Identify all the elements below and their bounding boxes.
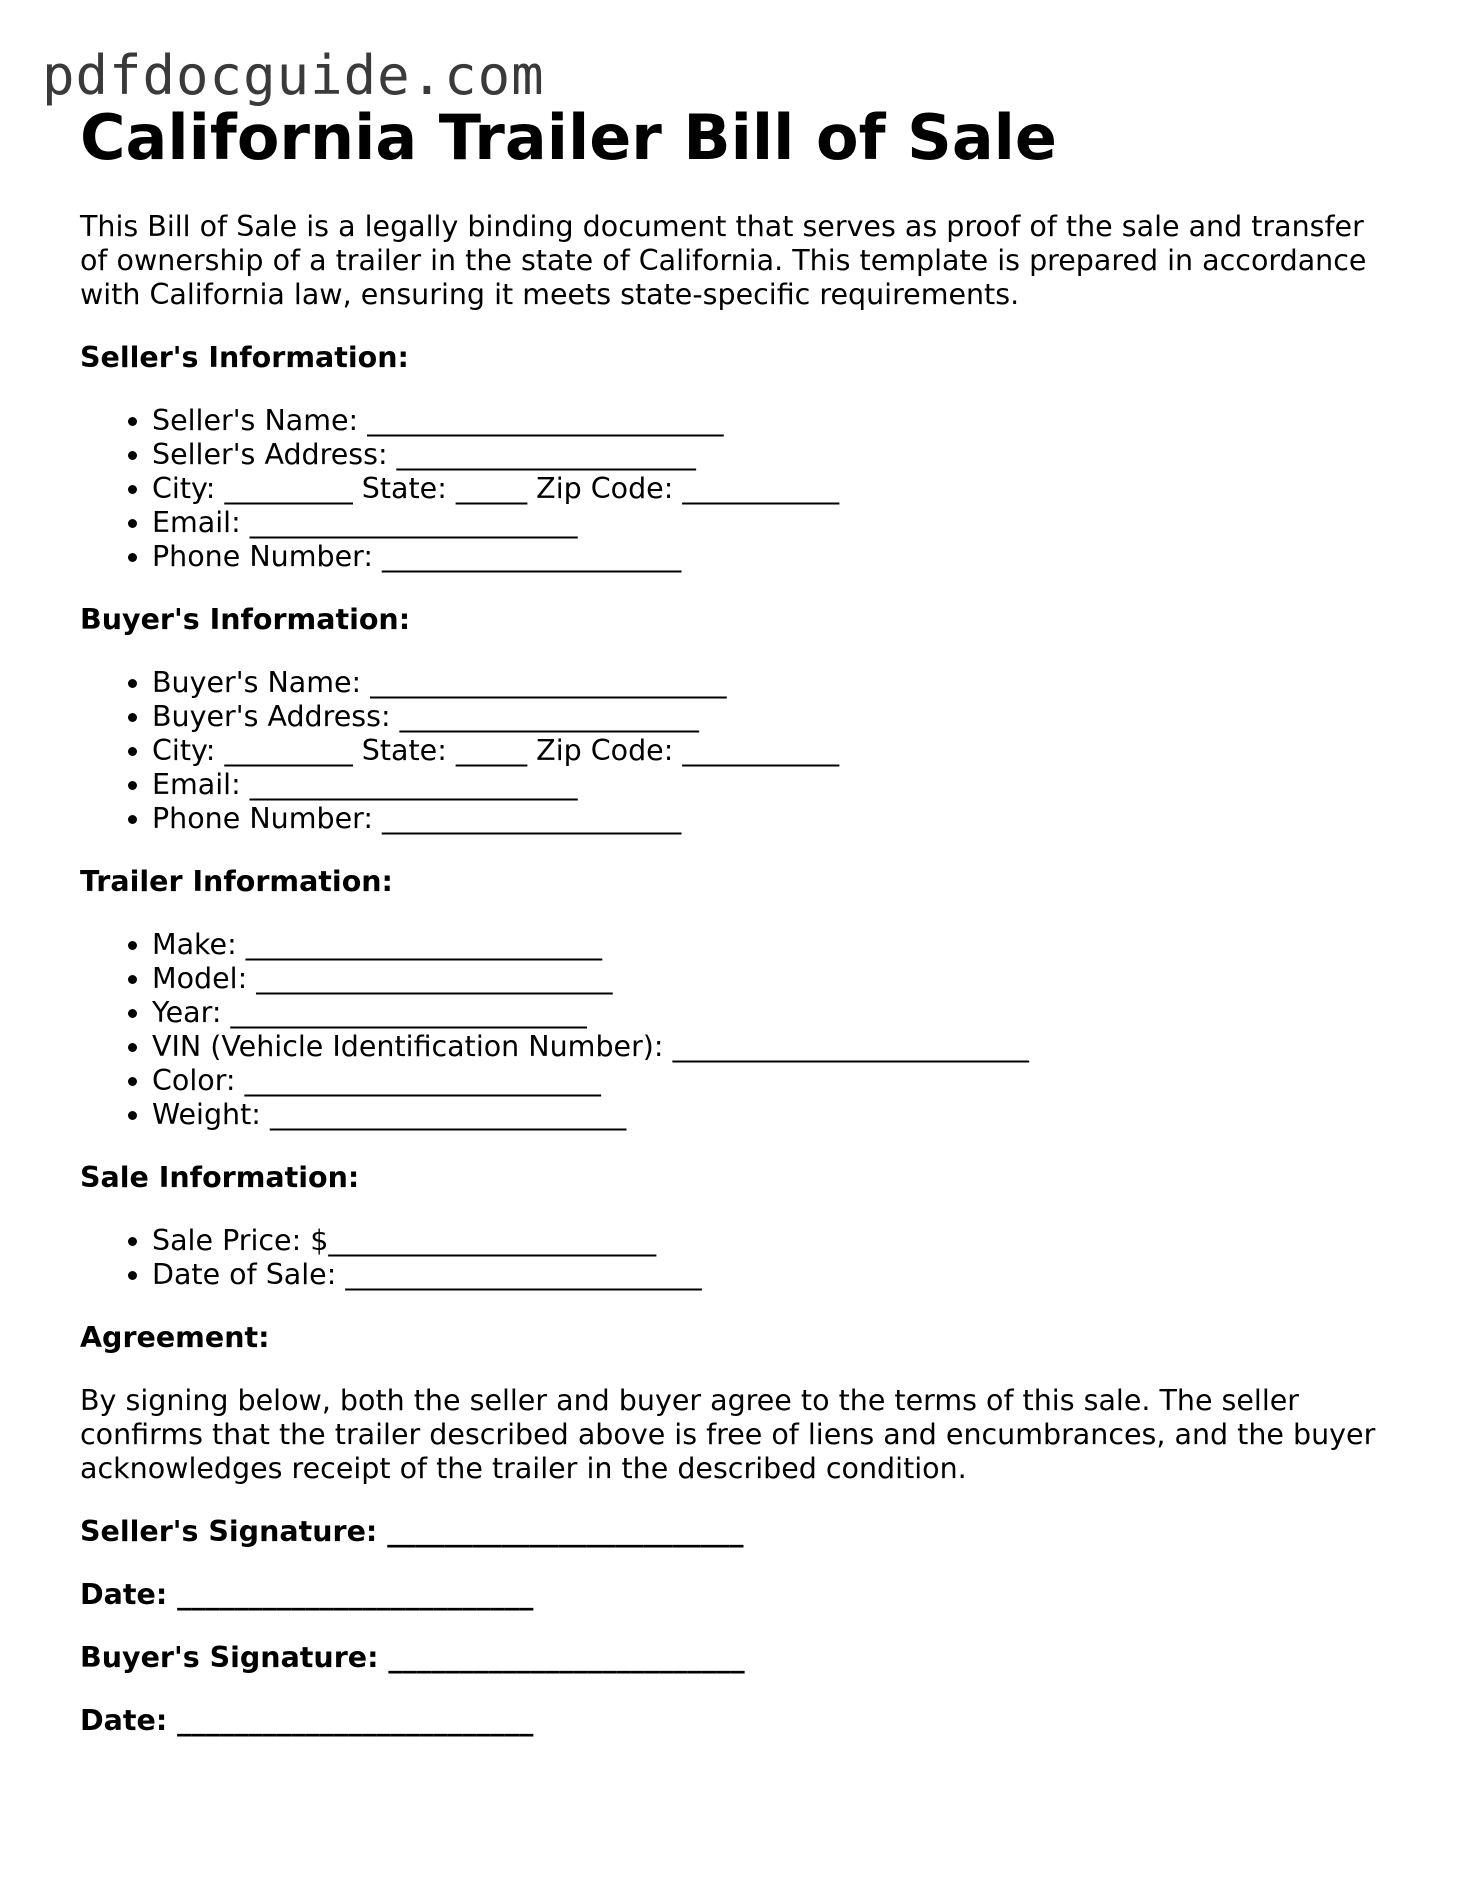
agreement-heading: Agreement: <box>80 1321 270 1354</box>
trailer-weight-field: • Weight: _________________________ <box>152 1098 1400 1132</box>
trailer-info-list <box>80 928 1400 1132</box>
trailer-year-field: • Year: _________________________ <box>152 996 1400 1030</box>
buyer-signature-line: Buyer's Signature: _________________________ <box>80 1641 745 1674</box>
buyer-email-field: • Email: _______________________ <box>152 768 1400 802</box>
document-body <box>80 100 1400 1738</box>
trailer-color-field: • Color: _________________________ <box>152 1064 1400 1098</box>
seller-info-heading: Seller's Information: <box>80 341 409 374</box>
buyer-phone-field: • Phone Number: _____________________ <box>152 802 1400 836</box>
buyer-info-list <box>80 666 1400 836</box>
buyer-name-field: • Buyer's Name: _________________________ <box>152 666 1400 700</box>
seller-info-list <box>80 404 1400 574</box>
sale-price-field: • Sale Price: $_______________________ <box>152 1224 1400 1258</box>
sale-date-field: • Date of Sale: _________________________ <box>152 1258 1400 1292</box>
seller-phone-field: • Phone Number: _____________________ <box>152 540 1400 574</box>
seller-signature-line: Seller's Signature: _________________________ <box>80 1515 744 1548</box>
buyer-city-state-zip-field: • City: _________ State: _____ Zip Code: ___________ <box>152 734 1400 768</box>
trailer-vin-field: • VIN (Vehicle Identification Number): _________________________ <box>152 1030 1400 1064</box>
agreement-paragraph: By signing below, both the seller and buyer agree to the terms of this sale. The seller confirms that the trailer described above is free of liens and encumbrances, and the buyer acknowledges receipt of the trailer in the described condition. <box>80 1384 1376 1485</box>
trailer-make-field: • Make: _________________________ <box>152 928 1400 962</box>
seller-name-field: • Seller's Name: _________________________ <box>152 404 1400 438</box>
document-title: California Trailer Bill of Sale <box>80 101 1057 174</box>
seller-email-field: • Email: _______________________ <box>152 506 1400 540</box>
buyer-date-line: Date: _________________________ <box>80 1704 534 1737</box>
trailer-model-field: • Model: _________________________ <box>152 962 1400 996</box>
buyer-address-field: • Buyer's Address: _____________________ <box>152 700 1400 734</box>
sale-info-list <box>80 1224 1400 1292</box>
seller-city-state-zip-field: • City: _________ State: _____ Zip Code: ___________ <box>152 472 1400 506</box>
seller-date-line: Date: _________________________ <box>80 1578 534 1611</box>
sale-info-heading: Sale Information: <box>80 1161 360 1194</box>
seller-address-field: • Seller's Address: _____________________ <box>152 438 1400 472</box>
watermark-text: pdfdocguide.com <box>42 44 545 107</box>
trailer-info-heading: Trailer Information: <box>80 865 393 898</box>
intro-paragraph: This Bill of Sale is a legally binding document that serves as proof of the sale and transfer of ownership of a trailer in the state of California. This template is prepared in accordance with California law, ensuring it meets state-specific requirements. <box>80 210 1367 311</box>
buyer-info-heading: Buyer's Information: <box>80 603 411 636</box>
